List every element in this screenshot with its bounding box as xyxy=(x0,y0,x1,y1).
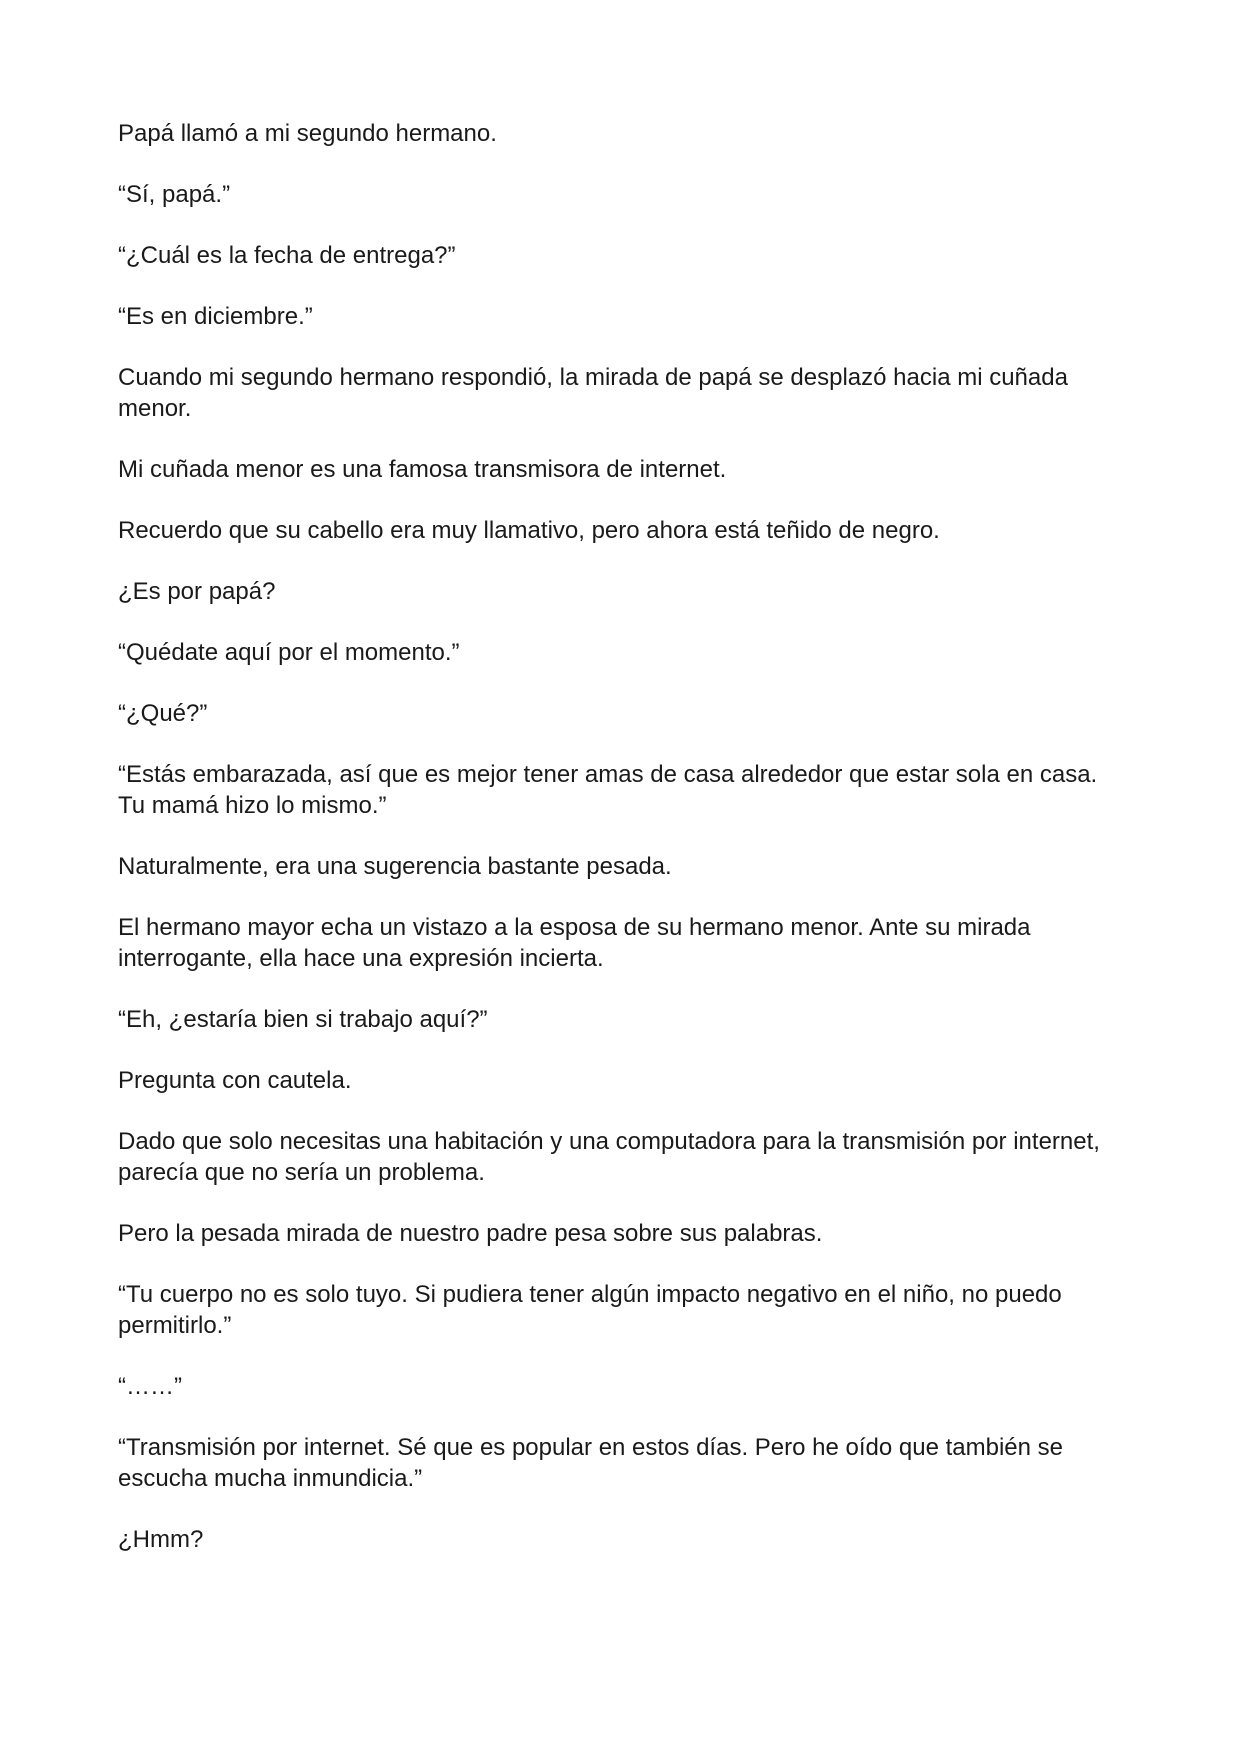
paragraph: “Tu cuerpo no es solo tuyo. Si pudiera tener algún impacto negativo en el niño, no puedo permitirlo.” xyxy=(118,1281,1062,1339)
paragraph: “¿Cuál es la fecha de entrega?” xyxy=(118,242,456,269)
document-body xyxy=(118,118,1128,1585)
paragraph: El hermano mayor echa un vistazo a la esposa de su hermano menor. Ante su mirada interrogante, ella hace una expresión incierta. xyxy=(118,914,1031,972)
paragraph: “Es en diciembre.” xyxy=(118,303,313,330)
paragraph: Mi cuñada menor es una famosa transmisora de internet. xyxy=(118,456,727,483)
paragraph: “Sí, papá.” xyxy=(118,181,231,208)
paragraph: “……” xyxy=(118,1373,182,1400)
paragraph: “Quédate aquí por el momento.” xyxy=(118,639,460,666)
paragraph: Recuerdo que su cabello era muy llamativo, pero ahora está teñido de negro. xyxy=(118,517,940,544)
paragraph: “¿Qué?” xyxy=(118,700,208,727)
paragraph: ¿Es por papá? xyxy=(118,578,276,605)
paragraph: Papá llamó a mi segundo hermano. xyxy=(118,120,497,147)
paragraph: ¿Hmm? xyxy=(118,1526,204,1553)
paragraph: Pregunta con cautela. xyxy=(118,1067,352,1094)
paragraph: Cuando mi segundo hermano respondió, la mirada de papá se desplazó hacia mi cuñada menor. xyxy=(118,364,1068,422)
paragraph: “Estás embarazada, así que es mejor tener amas de casa alrededor que estar sola en casa. Tu mamá hizo lo mismo.” xyxy=(118,761,1098,819)
paragraph: Dado que solo necesitas una habitación y una computadora para la transmisión por internet, parecía que no sería un problema. xyxy=(118,1128,1100,1186)
paragraph: “Transmisión por internet. Sé que es popular en estos días. Pero he oído que también se escucha mucha inmundicia.” xyxy=(118,1434,1063,1492)
paragraph: Naturalmente, era una sugerencia bastante pesada. xyxy=(118,853,672,880)
paragraph: Pero la pesada mirada de nuestro padre pesa sobre sus palabras. xyxy=(118,1220,823,1247)
paragraph: “Eh, ¿estaría bien si trabajo aquí?” xyxy=(118,1006,488,1033)
